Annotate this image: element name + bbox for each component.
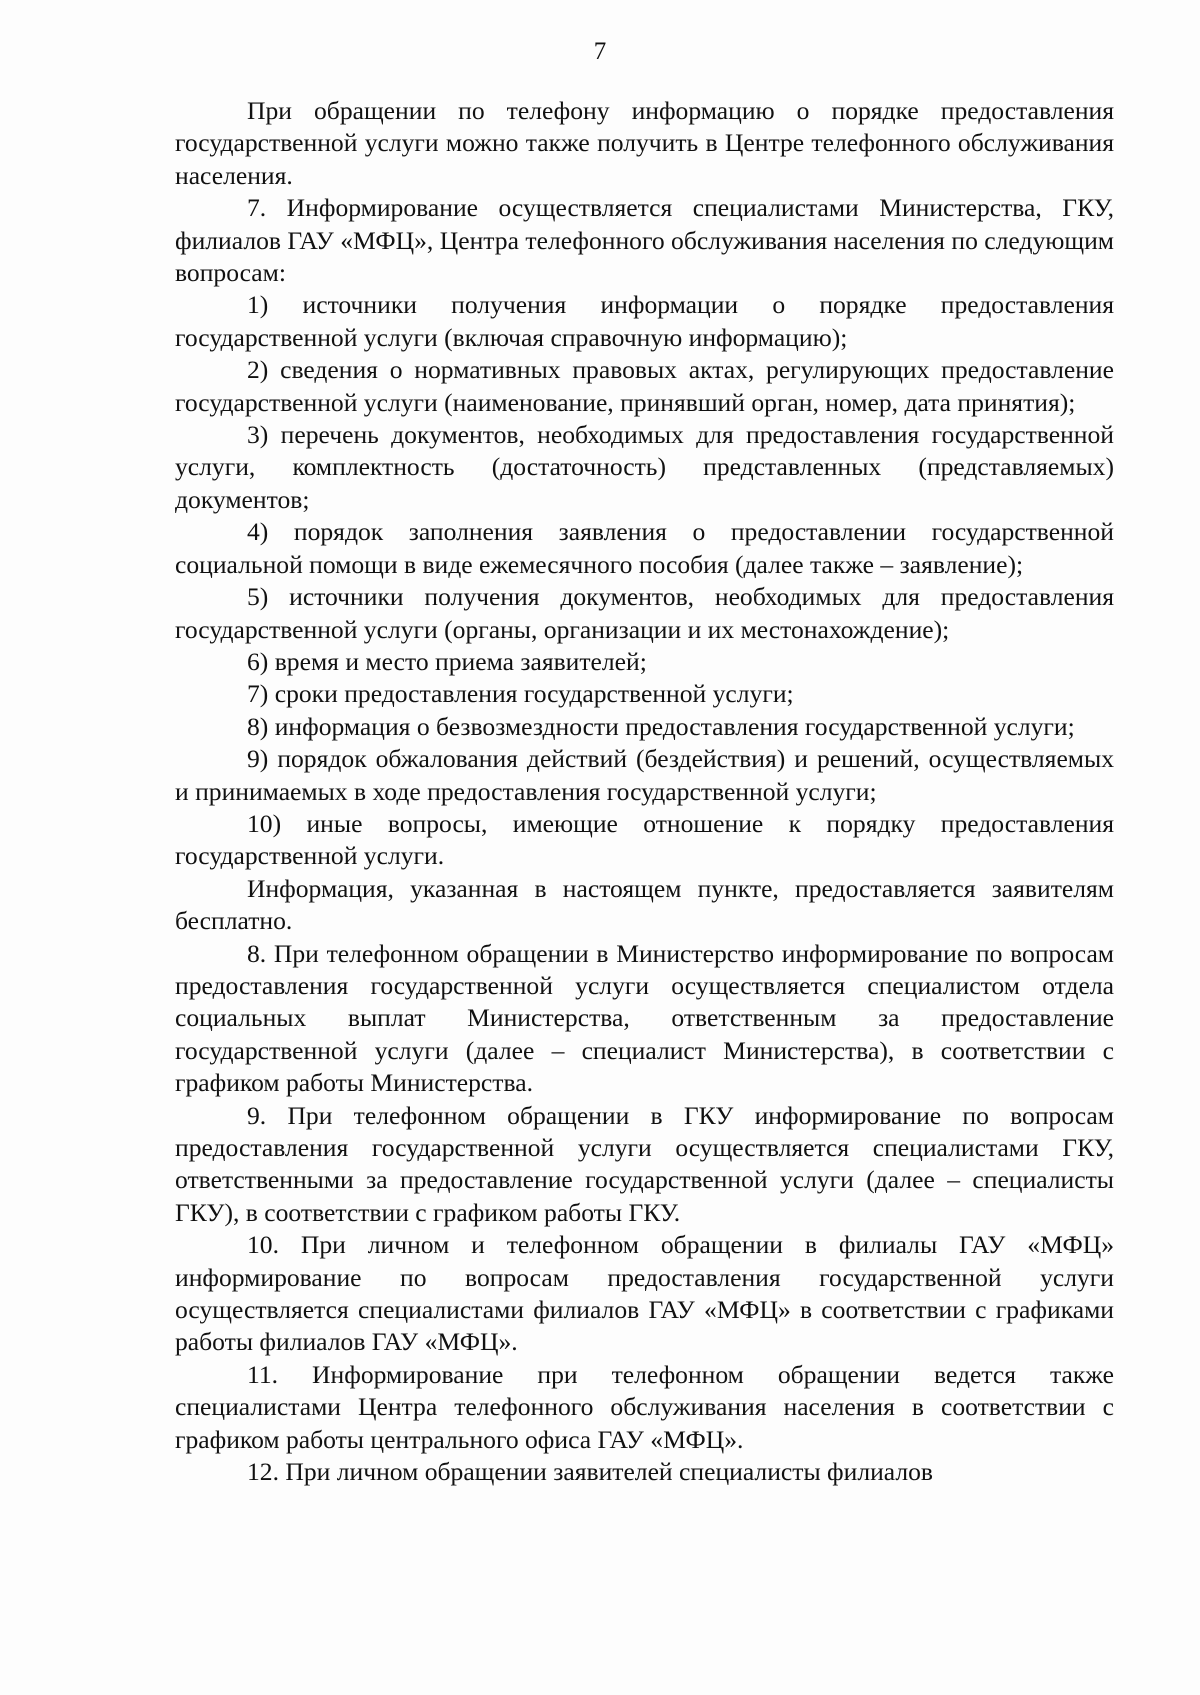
document-body [175,95,1114,1488]
list-item-7: 7) сроки предоставления государственной услуги; [247,679,794,709]
list-item-2: 2) сведения о нормативных правовых актах, регулирующих предоставление государственной услуги (наименование, принявший орган, номер, дата принятия); [175,355,1114,417]
list-item-4: 4) порядок заполнения заявления о предоставлении государственной социальной помощи в виде ежемесячного пособия (далее также – заявление); [175,517,1114,579]
paragraph-item-10: 10. При личном и телефонном обращении в филиалы ГАУ «МФЦ» информирование по вопросам предоставления государственной услуги осуществляется специалистами филиалов ГАУ «МФЦ» в соответствии с графиками работы филиалов ГАУ «МФЦ». [175,1230,1114,1357]
list-item-6: 6) время и место приема заявителей; [247,646,647,676]
paragraph-free-info: Информация, указанная в настоящем пункте, предоставляется заявителям бесплатно. [175,873,1114,936]
list-item-3: 3) перечень документов, необходимых для предоставления государственной услуги, комплектность (достаточность) представленных (представляемых) документов; [175,420,1114,514]
paragraph-item-12: 12. При личном обращении заявителей специалисты филиалов [247,1457,934,1487]
page-number: 7 [593,38,607,65]
paragraph-item-9: 9. При телефонном обращении в ГКУ информирование по вопросам предоставления государственной услуги осуществляется специалистами ГКУ, ответственными за предоставление государственной услуги (далее – специалисты ГКУ), в соответствии с графиком работы ГКУ. [175,1100,1114,1227]
list-item-5: 5) источники получения документов, необходимых для предоставления государственной услуги (органы, организации и их местонахождение); [175,582,1114,644]
list-item-1: 1) источники получения информации о порядке предоставления государственной услуги (включая справочную информацию); [175,290,1114,352]
paragraph-item-7: 7. Информирование осуществляется специалистами Министерства, ГКУ, филиалов ГАУ «МФЦ», Центра телефонного обслуживания населения по следующим вопросам: [175,193,1114,288]
paragraph-item-11: 11. Информирование при телефонном обращении ведется также специалистами Центра телефонного обслуживания населения в соответствии с графиком работы центрального офиса ГАУ «МФЦ». [175,1359,1114,1454]
paragraph-item-8: 8. При телефонном обращении в Министерство информирование по вопросам предоставления государственной услуги осуществляется специалистом отдела социальных выплат Министерства, ответственным за предоставление государственной услуги (далее – специалист Министерства), в соответствии с графиком работы Министерства. [175,938,1114,1098]
list-item-8: 8) информация о безвозмездности предоставления государственной услуги; [247,711,1075,741]
paragraph-intro: При обращении по телефону информацию о порядке предоставления государственной услуги можно также получить в Центре телефонного обслуживания населения. [175,96,1114,190]
list-item-10: 10) иные вопросы, имеющие отношение к порядку предоставления государственной услуги. [175,808,1114,871]
list-item-9: 9) порядок обжалования действий (бездействия) и решений, осуществляемых и принимаемых в ходе предоставления государственной услуги; [175,744,1114,806]
